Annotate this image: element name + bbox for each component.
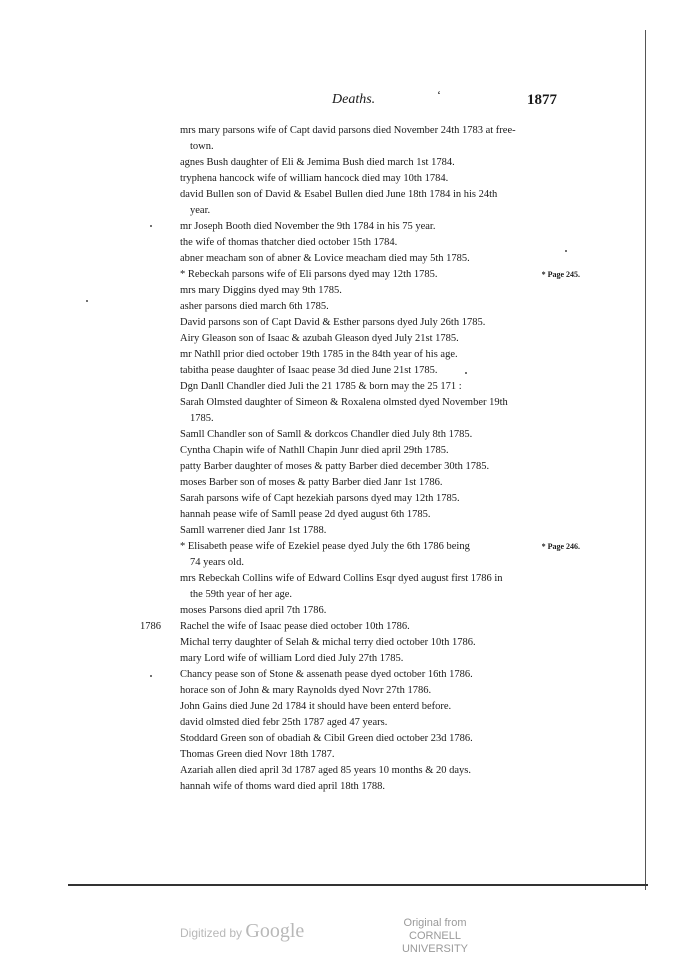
stray-mark [465, 372, 467, 374]
record-text: patty Barber daughter of moses & patty Barber died december 30th 1785. [180, 461, 490, 472]
stray-mark [150, 225, 152, 227]
record-text: hannah pease wife of Samll pease 2d dyed august 6th 1785. [180, 509, 431, 520]
record-text: Sarah parsons wife of Capt hezekiah parsons dyed may 12th 1785. [180, 493, 460, 504]
record-text-continuation: town. [190, 141, 214, 152]
record-entry [140, 715, 570, 731]
record-text: Samll Chandler son of Samll & dorkcos Chandler died July 8th 1785. [180, 429, 473, 440]
record-entry [140, 363, 570, 379]
record-entry [140, 123, 570, 155]
record-text: Airy Gleason son of Isaac & azubah Gleason dyed July 21st 1785. [180, 333, 459, 344]
cornell-university-label: CORNELL UNIVERSITY [401, 930, 468, 955]
record-entry [140, 187, 570, 219]
original-from-watermark [380, 917, 490, 956]
record-text: Rachel the wife of Isaac pease died october 10th 1786. [180, 621, 410, 632]
stray-mark [565, 250, 567, 252]
record-text: mary Lord wife of william Lord died July 27th 1785. [180, 653, 404, 664]
record-text: moses Barber son of moses & patty Barber died Janr 1st 1786. [180, 477, 443, 488]
record-text: agnes Bush daughter of Eli & Jemima Bush died march 1st 1784. [180, 157, 455, 168]
record-entry [140, 235, 570, 251]
record-entry [140, 267, 580, 283]
record-entry [140, 331, 570, 347]
page-number: 1877 [527, 92, 557, 108]
record-entry [140, 219, 570, 235]
record-text: Cyntha Chapin wife of Nathll Chapin Junr died april 29th 1785. [180, 445, 449, 456]
record-text: Thomas Green died Novr 18th 1787. [180, 749, 335, 760]
record-text: John Gains died June 2d 1784 it should have been enterd before. [180, 701, 452, 712]
record-entry [140, 683, 570, 699]
record-text: * Rebeckah parsons wife of Eli parsons dyed may 12th 1785. [180, 269, 438, 280]
record-entry [140, 171, 570, 187]
record-text: Samll warrener died Janr 1st 1788. [180, 525, 327, 536]
record-entry [140, 475, 570, 491]
page-title: Deaths. [332, 92, 376, 107]
record-entry [140, 443, 570, 459]
record-text: Azariah allen died april 3d 1787 aged 85 years 10 months & 20 days. [180, 765, 472, 776]
page-edge-bottom [68, 884, 648, 886]
record-entry [140, 283, 570, 299]
record-entry [140, 251, 570, 267]
record-text: abner meacham son of abner & Lovice meacham died may 5th 1785. [180, 253, 470, 264]
record-entry [140, 539, 580, 571]
record-text: Chancy pease son of Stone & assenath pease dyed october 16th 1786. [180, 669, 473, 680]
record-entry [140, 763, 570, 779]
record-text: * Elisabeth pease wife of Ezekiel pease dyed July the 6th 1786 being [180, 541, 470, 552]
record-entry [140, 491, 570, 507]
record-text: Michal terry daughter of Selah & michal terry died october 10th 1786. [180, 637, 476, 648]
record-text: the wife of thomas thatcher died october 15th 1784. [180, 237, 398, 248]
record-entry [140, 667, 570, 683]
record-entry [140, 395, 570, 427]
record-entry [140, 635, 570, 651]
record-entry [140, 747, 570, 763]
record-text: tryphena hancock wife of william hancock died may 10th 1784. [180, 173, 449, 184]
record-text-continuation: the 59th year of her age. [190, 589, 293, 600]
record-entry [140, 155, 570, 171]
year-marginal-label: 1786 [140, 621, 161, 632]
digitized-prefix: Digitized by [180, 926, 243, 940]
record-text: david olmsted died febr 25th 1787 aged 47 years. [180, 717, 388, 728]
record-text: mr Joseph Booth died November the 9th 1784 in his 75 year. [180, 221, 436, 232]
record-text-continuation: 74 years old. [190, 557, 244, 568]
record-entry [140, 459, 570, 475]
google-logo: Google [245, 920, 305, 942]
record-entry [140, 347, 570, 363]
record-text: mr Nathll prior died october 19th 1785 in the 84th year of his age. [180, 349, 458, 360]
page-edge-right [645, 30, 646, 890]
record-text: David parsons son of Capt David & Esther parsons dyed July 26th 1785. [180, 317, 486, 328]
record-text: asher parsons died march 6th 1785. [180, 301, 329, 312]
stray-mark [86, 300, 88, 302]
record-entry [140, 779, 570, 795]
record-text: Dgn Danll Chandler died Juli the 21 1785 & born may the 25 171 : [180, 381, 462, 392]
record-text: mrs Rebeckah Collins wife of Edward Collins Esqr dyed august first 1786 in [180, 573, 503, 584]
record-text-continuation: year. [190, 205, 211, 216]
record-entry [140, 651, 570, 667]
original-from-label: Original from [403, 917, 467, 929]
record-text: moses Parsons died april 7th 1786. [180, 605, 327, 616]
record-entry [140, 379, 570, 395]
record-text: Stoddard Green son of obadiah & Cibil Green died october 23d 1786. [180, 733, 473, 744]
record-entry [140, 523, 570, 539]
record-text: tabitha pease daughter of Isaac pease 3d died June 21st 1785. [180, 365, 438, 376]
digitized-by-watermark [180, 920, 304, 943]
stray-mark [150, 675, 152, 677]
record-entry [140, 427, 570, 443]
death-records-list [140, 123, 580, 795]
record-entry [140, 699, 570, 715]
page-reference-note: * Page 245. [541, 270, 580, 279]
record-text: david Bullen son of David & Esabel Bullen died June 18th 1784 in his 24th [180, 189, 498, 200]
record-entry [140, 507, 570, 523]
record-text: mrs mary Diggins dyed may 9th 1785. [180, 285, 342, 296]
record-text: hannah wife of thoms ward died april 18th 1788. [180, 781, 385, 792]
header-mark: ‘ [437, 88, 441, 102]
record-text: Sarah Olmsted daughter of Simeon & Roxalena olmsted dyed November 19th [180, 397, 508, 408]
record-text-continuation: 1785. [190, 413, 214, 424]
page-reference-note: * Page 246. [541, 542, 580, 551]
record-entry [140, 731, 570, 747]
record-entry [140, 603, 570, 619]
record-entry [140, 315, 570, 331]
record-entry [140, 619, 570, 635]
record-text: mrs mary parsons wife of Capt david parsons died November 24th 1783 at free- [180, 125, 516, 136]
record-entry [140, 299, 570, 315]
page-header [332, 88, 557, 112]
record-entry [140, 571, 570, 603]
record-text: horace son of John & mary Raynolds dyed Novr 27th 1786. [180, 685, 432, 696]
